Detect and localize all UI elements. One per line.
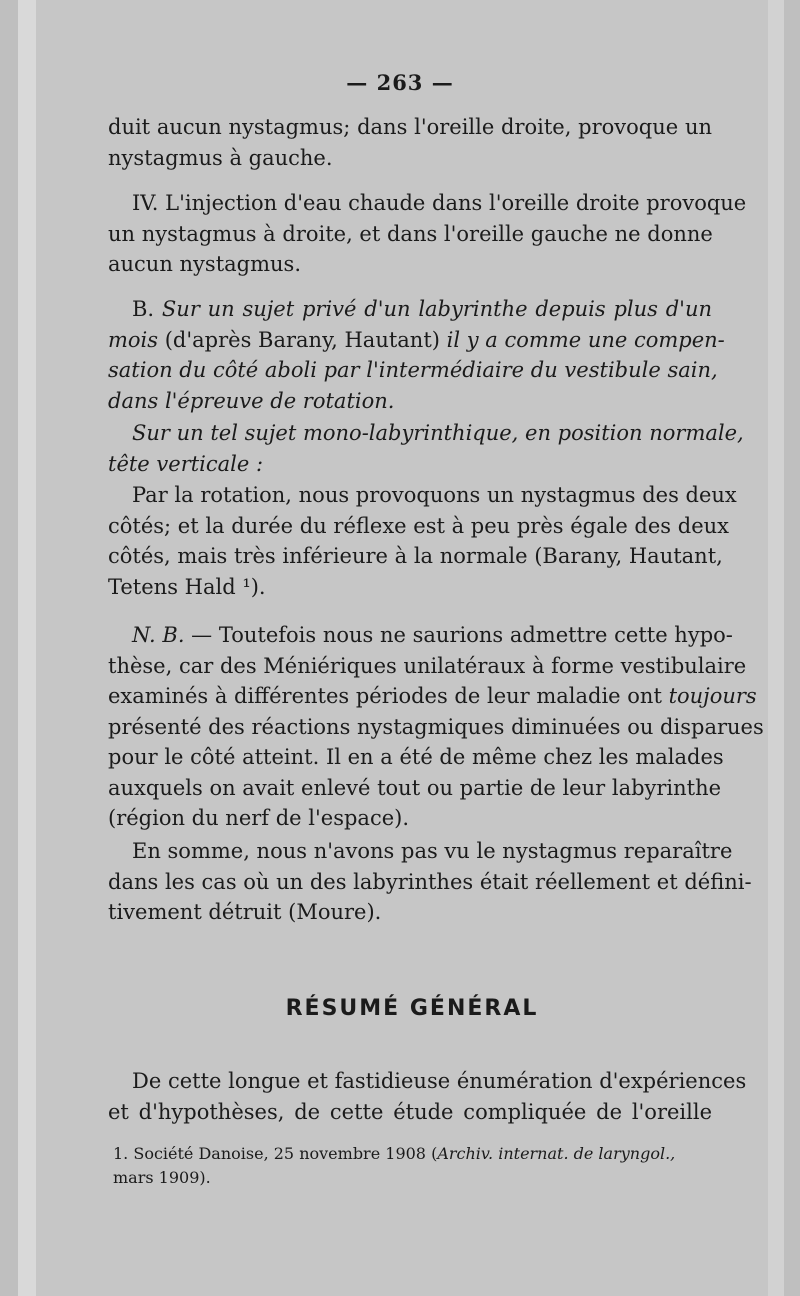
text-line: N. B. — Toutefois nous ne saurions admettre cette hypo- (132, 623, 733, 647)
paragraph-summary (108, 1066, 747, 1127)
paragraph-2 (108, 188, 747, 280)
text-line: B. Sur un sujet privé d'un labyrinthe depuis plus d'un (132, 297, 712, 321)
section-heading: RÉSUMÉ GÉNÉRAL (285, 996, 539, 1021)
footnote (113, 1142, 713, 1190)
text-line: côtés, mais très inférieure à la normale (Barany, Hautant, (108, 544, 723, 568)
footnote-line: 1. Société Danoise, 25 novembre 1908 (Archiv. internat. de laryngol., (113, 1144, 676, 1163)
text-line: présenté des réactions nystagmiques diminuées ou disparues (108, 714, 764, 739)
text-line: côtés; et la durée du réflexe est à peu près égale des deux (108, 513, 729, 538)
paragraph-1 (108, 112, 712, 173)
text-line: aucun nystagmus. (108, 252, 301, 276)
text-line: dans l'épreuve de rotation. (108, 388, 395, 413)
text-line: mois (d'après Barany, Hautant) il y a comme une compen- (108, 327, 725, 352)
text-line: thèse, car des Méniériques unilatéraux à forme vestibulaire (108, 653, 747, 678)
text-line: un nystagmus à droite, et dans l'oreille gauche ne donne (108, 221, 713, 246)
text-line: pour le côté atteint. Il en a été de même chez les malades (108, 745, 724, 769)
footnote-line: mars 1909). (113, 1168, 211, 1187)
paragraph-7 (108, 836, 752, 928)
text-line: Sur un tel sujet mono-labyrinthique, en position normale, (132, 421, 744, 445)
text-line: De cette longue et fastidieuse énumération d'expériences (132, 1069, 747, 1093)
paragraph-5 (108, 480, 737, 602)
paragraph-3 (108, 294, 725, 416)
paragraph-4 (108, 418, 744, 479)
text-line: En somme, nous n'avons pas vu le nystagmus reparaître (132, 839, 733, 863)
text-line: dans les cas où un des labyrinthes était réellement et défini- (108, 869, 752, 894)
text-line: sation du côté aboli par l'intermédiaire du vestibule sain, (108, 358, 718, 382)
text-line: tête verticale : (108, 451, 264, 476)
page-edge-right (768, 0, 784, 1296)
text-line: duit aucun nystagmus; dans l'oreille droite, provoque un (108, 115, 712, 139)
text-line: auxquels on avait enlevé tout ou partie de leur labyrinthe (108, 775, 722, 800)
page-edge-left (18, 0, 36, 1296)
page-number: — 263 — (346, 70, 454, 95)
text-line: (région du nerf de l'espace). (108, 806, 410, 830)
text-line: examinés à différentes périodes de leur maladie ont toujours (108, 684, 757, 708)
paragraph-6 (108, 620, 764, 834)
text-line: et d'hypothèses, de cette étude compliquée de l'oreille (108, 1099, 712, 1124)
text-line: IV. L'injection d'eau chaude dans l'oreille droite provoque (132, 191, 747, 215)
text-line: Par la rotation, nous provoquons un nystagmus des deux (132, 483, 737, 507)
text-line: nystagmus à gauche. (108, 145, 333, 170)
text-line: Tetens Hald ¹). (108, 574, 266, 599)
text-line: tivement détruit (Moure). (108, 900, 382, 924)
